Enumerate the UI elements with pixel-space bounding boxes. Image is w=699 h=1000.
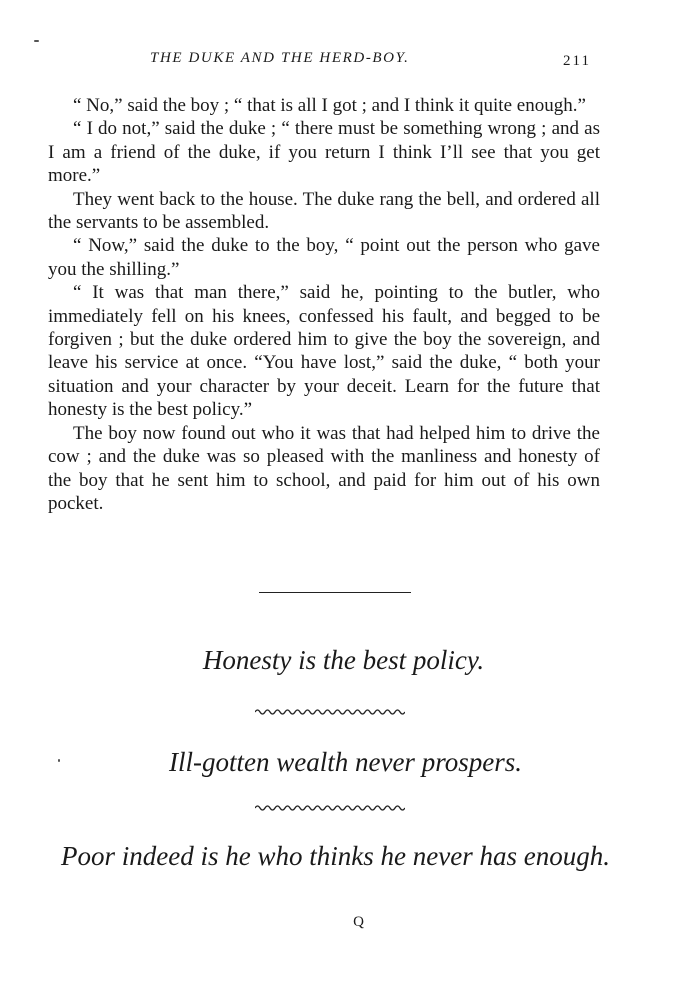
proverb: Honesty is the best policy.: [202, 645, 485, 675]
paragraph: “ I do not,” said the duke ; “ there must be something wrong ; and as I am a friend of the duke, if you return I think I’ll see that you get more.”: [48, 118, 600, 187]
paragraph: They went back to the house. The duke rang the bell, and ordered all the servants to be assembled.: [48, 188, 600, 234]
running-title: THE DUKE AND THE HERD-BOY.: [150, 50, 410, 66]
proverb: Poor indeed is he who thinks he never has enough.: [61, 841, 610, 871]
paragraph: “ It was that man there,” said he, pointing to the butler, who immediately fell on his knees, confessed his fault, and begged to be forgiven ; but the duke ordered him to give the boy the sovereign, and leave his service at once. “You have lost,” said the duke, “ both your situation and your character by your deceit. Learn for the future that honesty is the best policy.”: [48, 282, 600, 421]
paragraph: The boy now found out who it was that had helped him to drive the cow ; and the duke was so pleased with the manliness and honesty of the boy that he sent him to school, and paid for him out of his own pocket.: [48, 422, 600, 514]
wavy-divider: [255, 803, 405, 813]
paragraph: “ No,” said the boy ; “ that is all I got ; and I think it quite enough.”: [73, 95, 586, 116]
print-speck: [58, 759, 60, 762]
page-number: 211: [563, 53, 591, 69]
signature-mark: Q: [353, 914, 364, 930]
wavy-divider: [255, 707, 405, 717]
section-rule: [259, 592, 411, 593]
proverb: Ill-gotten wealth never prospers.: [169, 747, 522, 777]
print-speck: [34, 40, 39, 42]
paragraph: “ Now,” said the duke to the boy, “ point out the person who gave you the shilling.”: [48, 235, 600, 280]
story-text: [48, 94, 600, 515]
